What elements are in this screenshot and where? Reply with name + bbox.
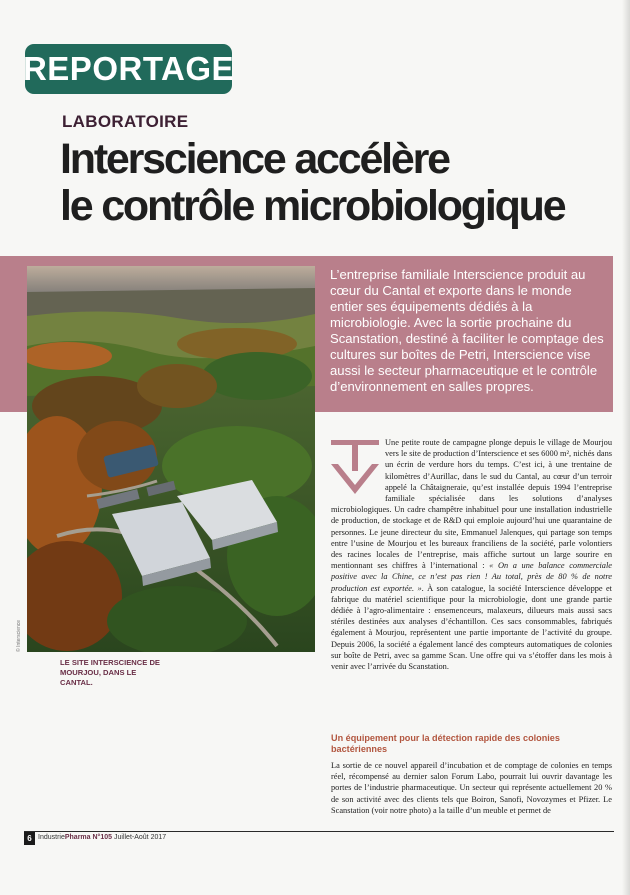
aerial-site-photo [27, 266, 315, 652]
page-number: 6 [24, 832, 35, 845]
magazine-brand: Pharma [64, 834, 91, 841]
magazine-prefix: Industrie [38, 834, 65, 841]
section-tag: REPORTAGE [25, 44, 232, 94]
photo-credit: © Interscience [16, 619, 22, 652]
dropcap-t-icon [331, 438, 379, 498]
footer-magazine-info [38, 834, 166, 841]
body-quote: « On a une balance commerciale positive avec la Chine, ce n’est pas rien ! Au total, près de 80 % de notre production est exportée. » [331, 561, 612, 593]
body-part-2: . À son catalogue, la société Interscience développe et fabrique du matériel scientifique pour la microbiologie, dont une grande partie dédiée à l’agro-alimentaire : ensemenceurs, malaxeurs, dilueurs mais aussi sacs stériles destinées aux analyses d’échantillon. Ces sacs consommables, fabriqués également à Mourjou, représentent une partie importante de l’activité du groupe. Depuis 2006, la société a également lancé des compteurs automatiques de colonies sur boîte de Petri, avec sa gamme Scan. Une offre qui va s’étoffer dans les mois à venir avec l’arrivée du Scanstation. [331, 583, 612, 672]
page-footer [24, 831, 614, 845]
kicker: LABORATOIRE [62, 112, 189, 131]
article-subhead: Un équipement pour la détection rapide des colonies bactériennes [331, 733, 560, 754]
headline-line-1: Interscience accélère [60, 135, 449, 183]
photo-caption: LE SITE INTERSCIENCE DE MOURJOU, DANS LE CANTAL. [60, 658, 160, 687]
article-body-continued: La sortie de ce nouvel appareil d’incubation et de comptage de colonies en temps réel, récompensé au dernier salon Forum Labo, pourrait lui ouvrir davantage les portes de l’industrie pharmaceutique. Un secteur qui représente actuellement 20 % de son activité avec des clients tels que Boiron, Sanofi, Novozymes et Pfizer. Le Scanstation (voir notre photo) a la taille d’un meuble et permet de [331, 761, 612, 815]
issue-date: Juillet-Août 2017 [114, 834, 167, 841]
article-body [331, 437, 612, 672]
page-fold-shadow [622, 0, 630, 895]
lede-paragraph: L’entreprise familiale Interscience produit au cœur du Cantal et exporte dans le monde entier ses équipements dédiés à la microbiologie. Avec la sortie prochaine du Scanstation, destiné à faciliter le comptage des cultures sur boîtes de Petri, Interscience vise aussi le secteur pharmaceutique et le contrôle d’environnement en salles propres. [330, 267, 604, 394]
issue-number: N°105 [92, 834, 113, 841]
body-part-1: Une petite route de campagne plonge depuis le village de Mourjou vers le site de production d’Interscience et ses 6000 m², nichés dans un écrin de verdure hors du temps. C’est ici, à une trentaine de kilomètres d’Aurillac, dans le sud du Cantal, au cœur d’un terroir appelé la Châtaigneraie, qu’est installée depuis 1994 l’entreprise familiale spécialisée dans les solutions d’analyses microbiologiques. Un cadre champêtre inhabituel pour une installation industrielle de production, de stockage et de R&D qui emploie aujourd’hui une quarantaine de personnes. Le jeune directeur du site, Emmanuel Jalenques, qui partage son temps entre l’usine de Mourjou et les bureaux franciliens de la société, parle volontiers des racines locales de l’entreprise, mais affiche surtout un large sourire en mentionnant ses chiffres à l’international : [331, 438, 612, 571]
headline [60, 136, 610, 230]
headline-line-2: le contrôle microbiologique [60, 182, 565, 230]
